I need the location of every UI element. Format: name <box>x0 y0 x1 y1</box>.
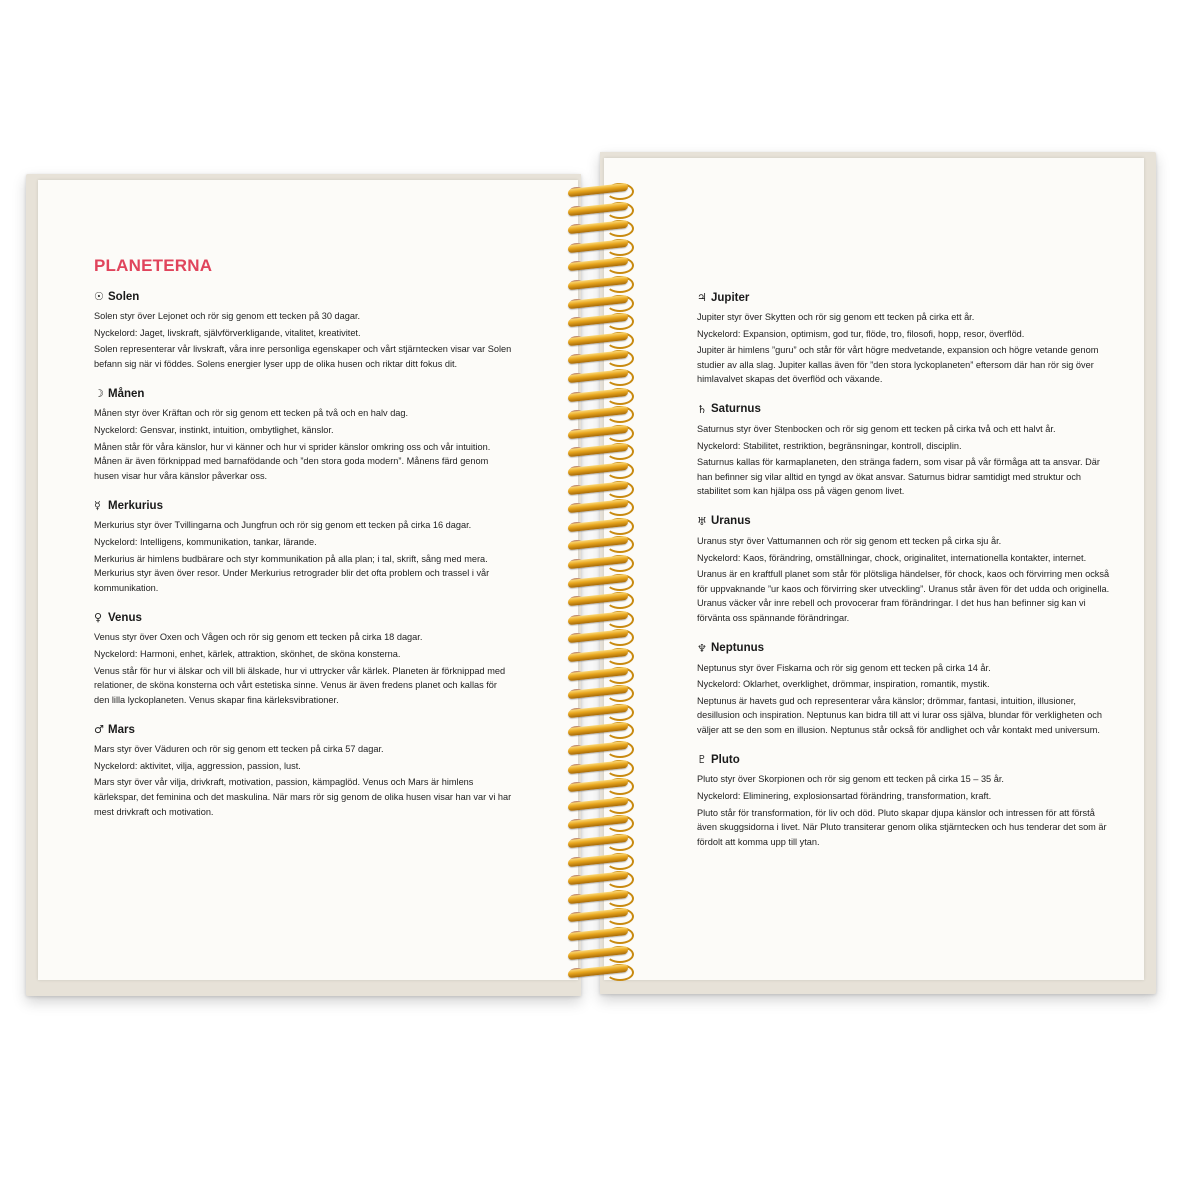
body-text: Venus står för hur vi älskar och vill bli älskade, hur vi uttrycker vår kärlek. Planeten är förknippad med relationer, de sköna konsterna och vårt estetiska sinne. Venus är även fredens planet och kallas för den lilla lyckoplaneten. Venus skapar fina kärleksvibrationer. <box>94 665 506 705</box>
spiral-ring <box>566 240 628 252</box>
body-text: Solen styr över Lejonet och rör sig genom ett tecken på 30 dagar. <box>94 311 361 321</box>
spiral-ring <box>566 686 628 698</box>
spiral-ring <box>566 314 628 326</box>
keywords-text: Nyckelord: Oklarhet, overklighet, drömmar, inspiration, romantik, mystik. <box>697 679 990 690</box>
planet-name: Jupiter <box>711 291 750 304</box>
planet-name: Månen <box>108 387 145 400</box>
spiral-ring <box>566 835 628 847</box>
spiral-ring <box>566 351 628 363</box>
spiral-ring <box>566 798 628 810</box>
planet-section-jupiter <box>697 291 1117 387</box>
planet-heading <box>697 291 1117 304</box>
keywords-text: Nyckelord: Kaos, förändring, omställningar, chock, originalitet, internationella kontakter, internet. <box>697 552 1087 563</box>
planet-name: Saturnus <box>711 403 761 416</box>
spiral-binding <box>556 180 636 980</box>
planet-section-merkurius <box>94 499 514 595</box>
body-text: Jupiter styr över Skytten och rör sig genom ett tecken på cirka ett år. <box>697 312 975 322</box>
spiral-ring <box>566 537 628 549</box>
body-text: Pluto står för transformation, för liv och död. Pluto skapar djupa känslor och intressen för att förstå även skuggsidorna i livet. När Pluto transiterar genom olika stjärntecken och hus tenderar det som är fördolt att komma upp till ytan. <box>697 807 1107 847</box>
planet-name: Solen <box>108 290 140 303</box>
planet-section-neptunus <box>697 642 1117 738</box>
planet-heading <box>94 499 514 512</box>
spiral-ring <box>566 649 628 661</box>
spiral-ring <box>566 389 628 401</box>
spiral-ring <box>566 723 628 735</box>
spiral-ring <box>566 333 628 345</box>
spiral-ring <box>566 965 628 977</box>
body-text: Mars styr över Väduren och rör sig genom ett tecken på cirka 57 dagar. <box>94 744 384 755</box>
body-text: Uranus styr över Vattumannen och rör sig genom ett tecken på cirka sju år. <box>697 535 1002 546</box>
saturn-icon: ♄ <box>697 402 707 416</box>
planet-heading <box>697 403 1117 416</box>
right-sections <box>697 291 1117 849</box>
body-text: Pluto styr över Skorpionen och rör sig genom ett tecken på cirka 15 – 35 år. <box>697 774 1004 785</box>
body-text: Uranus är en kraftfull planet som står för plötsliga händelser, för chock, kaos och förvirring men också för uppvaknande ”ur kaos och förvirring sker utveckling”. Uranus står även för det udda och originella. Uranus väcker vår inre rebell och provocerar fram förändringar. I det hus han befinner sig kan vi förvänta oss spännande förändringar. <box>697 569 1110 623</box>
planet-heading <box>94 387 514 400</box>
sun-icon: ☉ <box>94 290 104 303</box>
spiral-ring <box>566 891 628 903</box>
spiral-ring <box>566 444 628 456</box>
keywords-text: Nyckelord: aktivitet, vilja, aggression, passion, lust. <box>94 760 301 771</box>
spiral-ring <box>566 370 628 382</box>
mercury-icon: ☿ <box>94 499 101 513</box>
spiral-ring <box>566 705 628 717</box>
spiral-ring <box>566 779 628 791</box>
spiral-ring <box>566 184 628 196</box>
spiral-ring <box>566 668 628 680</box>
spiral-ring <box>566 575 628 587</box>
spiral-ring <box>566 761 628 773</box>
spiral-ring <box>566 612 628 624</box>
spiral-ring <box>566 928 628 940</box>
spiral-ring <box>566 630 628 642</box>
neptune-icon: ♆ <box>697 641 707 655</box>
spiral-ring <box>566 909 628 921</box>
planet-heading <box>697 642 1117 655</box>
spiral-ring <box>566 816 628 828</box>
planet-name: Pluto <box>711 753 740 766</box>
keywords-text: Nyckelord: Eliminering, explosionsartad förändring, transformation, kraft. <box>697 791 992 802</box>
venus-icon: ♀ <box>94 611 103 625</box>
body-text: Månen styr över Kräftan och rör sig genom ett tecken på två och en halv dag. <box>94 408 409 419</box>
planet-section-venus <box>94 611 514 707</box>
planet-section-pluto <box>697 753 1117 849</box>
spiral-ring <box>566 556 628 568</box>
body-text: Solen representerar vår livskraft, våra inre personliga egenskaper och vårt stjärntecken visar var Solen befann sig när vi föddes. Solens energier lyser upp de olika husen och riktar ditt fokus dit. <box>94 344 512 369</box>
keywords-text: Nyckelord: Stabilitet, restriktion, begränsningar, kontroll, disciplin. <box>697 440 962 451</box>
left-sections <box>94 290 514 819</box>
spiral-ring <box>566 407 628 419</box>
keywords-text: Nyckelord: Jaget, livskraft, självförverkligande, vitalitet, kreativitet. <box>94 327 361 338</box>
keywords-text: Nyckelord: Gensvar, instinkt, intuition, ombytlighet, känslor. <box>94 424 334 435</box>
keywords-text: Nyckelord: Expansion, optimism, god tur, flöde, tro, filosofi, hopp, resor, överflöd. <box>697 328 1025 339</box>
spiral-ring <box>566 872 628 884</box>
body-text: Venus styr över Oxen och Vågen och rör sig genom ett tecken på cirka 18 dagar. <box>94 632 423 643</box>
body-text: Saturnus kallas för karmaplaneten, den stränga fadern, som visar på vår förmåga att ta ansvar. Där han befinner sig vilar alltid en tyngd av ökat ansvar. Saturnus bidrar samtidigt med struktur och stabilitet som kan hjälpa oss på vägen genom livet. <box>697 457 1100 497</box>
planet-heading <box>94 723 514 736</box>
spiral-ring <box>566 296 628 308</box>
body-text: Mars styr över vår vilja, drivkraft, motivation, passion, kämpaglöd. Venus och Mars är himlens kärlekspar, det feminina och det maskulina. När mars rör sig genom de olika husen visar han var vi har mest drivkraft och motivation. <box>94 777 512 817</box>
spiral-ring <box>566 947 628 959</box>
planet-name: Uranus <box>711 515 751 528</box>
spiral-ring <box>566 482 628 494</box>
body-text: Jupiter är himlens ”guru” och står för vårt högre medvetande, expansion och högre vetande genom studier av alla slag. Jupiter kallas även för ”den stora lyckoplaneten” eftersom där han rör sig över himlavalvet skapas det överflöd och växande. <box>697 345 1099 385</box>
spiral-ring <box>566 593 628 605</box>
planet-heading <box>94 290 514 303</box>
left-page-content <box>94 256 514 835</box>
planet-name: Merkurius <box>108 499 163 512</box>
jupiter-icon: ♃ <box>697 291 707 304</box>
keywords-text: Nyckelord: Harmoni, enhet, kärlek, attraktion, skönhet, de sköna konsterna. <box>94 648 401 659</box>
pluto-icon: ♇ <box>697 753 707 767</box>
spiral-ring <box>566 854 628 866</box>
planet-name: Venus <box>108 611 142 624</box>
planet-name: Mars <box>108 723 135 736</box>
spiral-ring <box>566 221 628 233</box>
body-text: Neptunus är havets gud och representerar våra känslor; drömmar, fantasi, intuition, illusioner, desillusion och inspiration. Neptunus kan bidra till att vi lurar oss själva, blundar för verkligheten och väljer att se den som en illusion. Neptunus står också för andlighet och vår kontakt med universum. <box>697 695 1102 735</box>
planet-heading <box>697 515 1117 528</box>
spiral-ring <box>566 742 628 754</box>
mars-icon: ♂ <box>94 723 104 737</box>
page-title: PLANETERNA <box>94 256 213 275</box>
body-text: Månen står för våra känslor, hur vi känner och hur vi sprider känslor omkring oss och vår intuition. Månen är även förknippad med barnafödande och ”den stora goda modern”. Månens färd genom husen visar hur våra känslor påverkar oss. <box>94 441 491 481</box>
uranus-icon: ♅ <box>697 514 707 528</box>
spiral-ring <box>566 203 628 215</box>
body-text: Merkurius styr över Tvillingarna och Jungfrun och rör sig genom ett tecken på cirka 16 dagar. <box>94 520 472 531</box>
spiral-ring <box>566 426 628 438</box>
planet-section-solen <box>94 290 514 371</box>
spiral-ring <box>566 500 628 512</box>
spiral-ring <box>566 277 628 289</box>
spiral-ring <box>566 258 628 270</box>
planet-section-saturnus <box>697 403 1117 499</box>
spiral-ring <box>566 519 628 531</box>
planet-heading <box>94 611 514 624</box>
planet-section-mars <box>94 723 514 819</box>
planet-section-uranus <box>697 515 1117 626</box>
planet-heading <box>697 753 1117 766</box>
planet-section-månen <box>94 387 514 483</box>
moon-icon: ☽ <box>94 387 104 401</box>
body-text: Neptunus styr över Fiskarna och rör sig genom ett tecken på cirka 14 år. <box>697 662 991 673</box>
planet-name: Neptunus <box>711 642 765 654</box>
body-text: Saturnus styr över Stenbocken och rör sig genom ett tecken på cirka två och ett halvt år. <box>697 423 1056 434</box>
right-page-content <box>697 291 1117 865</box>
keywords-text: Nyckelord: Intelligens, kommunikation, tankar, lärande. <box>94 536 317 547</box>
spiral-ring <box>566 463 628 475</box>
body-text: Merkurius är himlens budbärare och styr kommunikation på alla plan; i tal, skrift, sång med mera. Merkurius styr även över resor. Under Merkurius retrograder blir det ofta problem och trassel i vår kommunikation. <box>94 553 490 593</box>
